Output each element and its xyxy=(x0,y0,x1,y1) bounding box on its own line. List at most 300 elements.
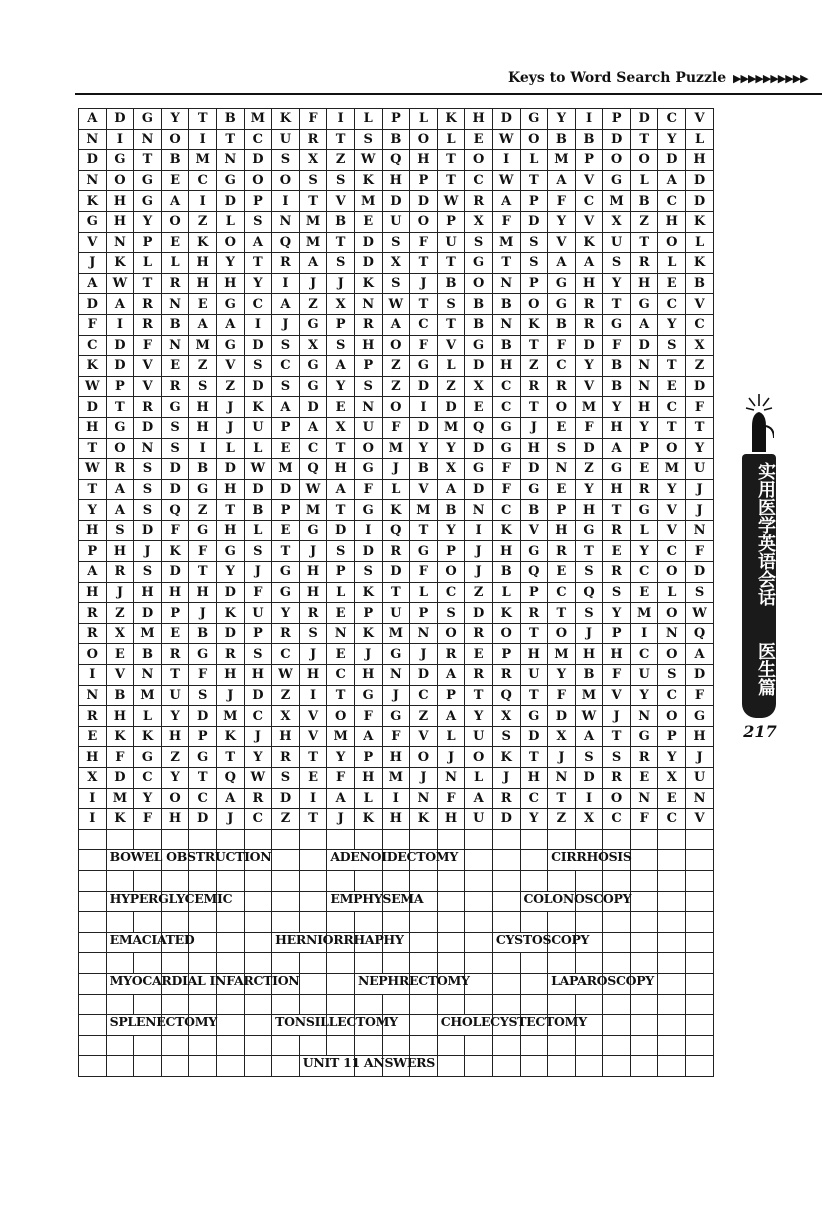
grid-cell: S xyxy=(465,232,493,253)
grid-cell: K xyxy=(354,170,382,191)
grid-cell: A xyxy=(106,479,134,500)
grid-cell: B xyxy=(189,623,217,644)
blank-cell xyxy=(658,912,686,933)
grid-cell: C xyxy=(520,788,548,809)
blank-cell xyxy=(658,1035,686,1056)
grid-cell: X xyxy=(299,150,327,171)
grid-cell: J xyxy=(354,644,382,665)
grid-cell: R xyxy=(492,665,520,686)
grid-cell: S xyxy=(658,665,686,686)
blank-cell xyxy=(575,1035,603,1056)
grid-cell: J xyxy=(410,273,438,294)
word-search-puzzle xyxy=(78,108,714,1077)
blank-cell xyxy=(216,953,244,974)
grid-cell: T xyxy=(327,129,355,150)
blank-cell xyxy=(161,953,189,974)
grid-cell: K xyxy=(79,356,107,377)
answer-word-text: UNIT 11 ANSWERS xyxy=(302,1055,435,1071)
grid-cell: A xyxy=(299,417,327,438)
grid-cell: P xyxy=(492,644,520,665)
grid-cell: D xyxy=(134,603,162,624)
blank-cell xyxy=(216,912,244,933)
grid-row xyxy=(79,417,714,438)
grid-cell: N xyxy=(410,788,438,809)
grid-cell: O xyxy=(603,150,631,171)
grid-cell: T xyxy=(161,665,189,686)
grid-cell: G xyxy=(492,417,520,438)
grid-cell: D xyxy=(520,211,548,232)
grid-cell: V xyxy=(686,294,714,315)
grid-cell: D xyxy=(548,706,576,727)
grid-cell: A xyxy=(603,438,631,459)
grid-cell: J xyxy=(465,562,493,583)
grid-cell: G xyxy=(382,644,410,665)
grid-cell: D xyxy=(465,356,493,377)
grid-cell: D xyxy=(686,191,714,212)
blank-cell xyxy=(79,994,107,1015)
grid-cell: T xyxy=(189,109,217,130)
grid-row xyxy=(79,170,714,191)
grid-cell: C xyxy=(244,706,272,727)
grid-cell: M xyxy=(134,685,162,706)
grid-cell: M xyxy=(299,500,327,521)
grid-cell: P xyxy=(437,211,465,232)
blank-cell xyxy=(299,953,327,974)
grid-cell: P xyxy=(354,356,382,377)
grid-cell: C xyxy=(244,809,272,830)
grid-cell: M xyxy=(382,768,410,789)
blank-cell xyxy=(575,994,603,1015)
grid-cell: Z xyxy=(189,356,217,377)
blank-cell xyxy=(437,891,465,912)
blank-cell xyxy=(106,1035,134,1056)
grid-cell: H xyxy=(492,356,520,377)
grid-cell: F xyxy=(575,417,603,438)
grid-cell: G xyxy=(299,520,327,541)
blank-cell xyxy=(465,850,493,871)
grid-cell: P xyxy=(603,623,631,644)
blank-cell xyxy=(106,870,134,891)
grid-cell: V xyxy=(575,211,603,232)
grid-cell: Y xyxy=(327,376,355,397)
grid-cell: A xyxy=(272,397,300,418)
grid-cell: D xyxy=(244,335,272,356)
grid-cell: H xyxy=(410,150,438,171)
answer-word xyxy=(106,890,233,912)
blank-cell xyxy=(382,1035,410,1056)
grid-cell: Z xyxy=(189,211,217,232)
grid-cell: J xyxy=(492,768,520,789)
grid-cell: D xyxy=(658,150,686,171)
grid-cell: X xyxy=(686,335,714,356)
grid-cell: H xyxy=(686,726,714,747)
grid-cell: R xyxy=(520,603,548,624)
grid-cell: K xyxy=(216,603,244,624)
grid-cell: Y xyxy=(437,520,465,541)
grid-cell: D xyxy=(79,294,107,315)
answer-word-text: HYPERGLYCEMIC xyxy=(109,890,233,906)
grid-row xyxy=(79,726,714,747)
grid-cell: H xyxy=(134,582,162,603)
grid-cell: D xyxy=(465,479,493,500)
grid-cell: G xyxy=(106,417,134,438)
grid-cell: O xyxy=(658,644,686,665)
grid-cell: C xyxy=(189,788,217,809)
blank-cell xyxy=(686,891,714,912)
answer-word-text: MYOCARDIAL INFARCTION xyxy=(109,972,300,988)
grid-cell: R xyxy=(603,768,631,789)
grid-cell: D xyxy=(161,479,189,500)
answer-word-text: CIRRHOSIS xyxy=(551,849,632,865)
grid-row xyxy=(79,685,714,706)
grid-cell: P xyxy=(354,603,382,624)
blank-cell xyxy=(410,1035,438,1056)
grid-cell: K xyxy=(106,253,134,274)
grid-cell: Z xyxy=(272,809,300,830)
grid-cell: P xyxy=(410,170,438,191)
grid-cell: G xyxy=(134,170,162,191)
grid-row xyxy=(79,520,714,541)
grid-cell: L xyxy=(437,356,465,377)
grid-cell: F xyxy=(79,314,107,335)
grid-cell: M xyxy=(410,500,438,521)
grid-cell: W xyxy=(492,129,520,150)
blank-cell xyxy=(299,850,327,871)
grid-cell: A xyxy=(216,788,244,809)
blank-cell xyxy=(272,829,300,850)
grid-row xyxy=(79,397,714,418)
grid-cell: L xyxy=(658,582,686,603)
grid-cell: B xyxy=(548,314,576,335)
grid-cell: H xyxy=(575,500,603,521)
grid-cell: T xyxy=(603,726,631,747)
blank-cell xyxy=(382,912,410,933)
grid-cell: K xyxy=(354,273,382,294)
grid-cell: Y xyxy=(548,211,576,232)
grid-cell: C xyxy=(492,397,520,418)
grid-cell: N xyxy=(216,150,244,171)
blank-cell xyxy=(327,994,355,1015)
blank-cell xyxy=(244,932,272,953)
blank-cell xyxy=(410,932,438,953)
blank-cell xyxy=(465,1056,493,1077)
grid-cell: N xyxy=(686,788,714,809)
grid-cell: E xyxy=(327,603,355,624)
grid-cell: O xyxy=(106,170,134,191)
grid-cell: N xyxy=(630,788,658,809)
grid-cell: F xyxy=(410,562,438,583)
grid-cell: B xyxy=(492,294,520,315)
grid-cell: Z xyxy=(686,356,714,377)
grid-cell: N xyxy=(630,376,658,397)
blank-cell xyxy=(603,912,631,933)
grid-cell: W xyxy=(244,459,272,480)
grid-cell: R xyxy=(272,747,300,768)
blank-cell xyxy=(658,870,686,891)
grid-cell: G xyxy=(189,747,217,768)
grid-cell: K xyxy=(354,809,382,830)
grid-row xyxy=(79,603,714,624)
grid-cell: G xyxy=(189,479,217,500)
grid-cell: U xyxy=(686,459,714,480)
grid-cell: V xyxy=(686,109,714,130)
blank-cell xyxy=(492,829,520,850)
grid-cell: A xyxy=(106,500,134,521)
grid-cell: C xyxy=(548,582,576,603)
blank-cell xyxy=(272,870,300,891)
blank-cell xyxy=(492,973,520,994)
grid-cell: S xyxy=(299,623,327,644)
grid-cell: A xyxy=(658,170,686,191)
grid-cell: H xyxy=(327,459,355,480)
grid-cell: T xyxy=(216,500,244,521)
blank-cell xyxy=(437,1056,465,1077)
grid-cell: I xyxy=(382,788,410,809)
grid-cell: F xyxy=(492,211,520,232)
grid-cell: H xyxy=(106,191,134,212)
grid-cell: G xyxy=(106,150,134,171)
blank-cell xyxy=(630,1015,658,1036)
grid-cell: F xyxy=(548,685,576,706)
grid-cell: J xyxy=(603,706,631,727)
grid-cell: T xyxy=(79,479,107,500)
blank-cell xyxy=(410,1015,438,1036)
grid-cell: R xyxy=(272,253,300,274)
grid-cell: B xyxy=(382,129,410,150)
blank-cell xyxy=(382,829,410,850)
grid-cell: W xyxy=(437,191,465,212)
grid-cell: B xyxy=(465,294,493,315)
grid-cell: O xyxy=(492,623,520,644)
grid-cell: G xyxy=(134,109,162,130)
grid-row xyxy=(79,211,714,232)
grid-cell: D xyxy=(382,191,410,212)
grid-cell: X xyxy=(79,768,107,789)
blank-cell xyxy=(437,994,465,1015)
grid-cell: E xyxy=(603,541,631,562)
grid-cell: G xyxy=(575,520,603,541)
grid-cell: M xyxy=(382,438,410,459)
grid-cell: D xyxy=(382,562,410,583)
blank-cell xyxy=(630,932,658,953)
grid-cell: O xyxy=(603,788,631,809)
grid-cell: V xyxy=(299,706,327,727)
grid-row xyxy=(79,665,714,686)
grid-cell: C xyxy=(630,562,658,583)
grid-cell: M xyxy=(575,685,603,706)
grid-cell: O xyxy=(658,562,686,583)
grid-cell: A xyxy=(216,314,244,335)
grid-cell: G xyxy=(603,170,631,191)
grid-cell: W xyxy=(106,273,134,294)
grid-cell: B xyxy=(161,150,189,171)
blank-cell xyxy=(216,870,244,891)
grid-cell: I xyxy=(410,397,438,418)
blank-cell xyxy=(244,1056,272,1077)
grid-cell: Z xyxy=(437,376,465,397)
grid-row xyxy=(79,623,714,644)
blank-cell xyxy=(299,994,327,1015)
grid-cell: K xyxy=(134,726,162,747)
grid-cell: V xyxy=(575,376,603,397)
grid-cell: O xyxy=(465,747,493,768)
grid-cell: S xyxy=(299,170,327,191)
grid-cell: D xyxy=(327,520,355,541)
grid-cell: T xyxy=(327,232,355,253)
grid-cell: I xyxy=(79,665,107,686)
grid-cell: R xyxy=(548,376,576,397)
grid-cell: A xyxy=(244,232,272,253)
grid-cell: P xyxy=(244,623,272,644)
blank-cell xyxy=(465,891,493,912)
grid-cell: D xyxy=(216,582,244,603)
grid-cell: Y xyxy=(548,665,576,686)
grid-cell: R xyxy=(548,541,576,562)
grid-cell: H xyxy=(216,520,244,541)
grid-cell: F xyxy=(603,665,631,686)
grid-cell: A xyxy=(382,314,410,335)
grid-cell: I xyxy=(244,314,272,335)
grid-cell: S xyxy=(520,253,548,274)
grid-cell: A xyxy=(686,644,714,665)
grid-cell: F xyxy=(603,335,631,356)
blank-cell xyxy=(161,912,189,933)
grid-cell: R xyxy=(134,397,162,418)
grid-cell: D xyxy=(575,768,603,789)
grid-cell: T xyxy=(520,747,548,768)
grid-cell: O xyxy=(79,644,107,665)
blank-cell xyxy=(272,912,300,933)
grid-cell: O xyxy=(437,562,465,583)
grid-cell: E xyxy=(272,438,300,459)
blank-cell xyxy=(244,953,272,974)
grid-cell: N xyxy=(658,623,686,644)
grid-cell: U xyxy=(244,603,272,624)
grid-cell: D xyxy=(106,768,134,789)
grid-cell: Q xyxy=(272,232,300,253)
grid-cell: C xyxy=(658,191,686,212)
grid-cell: U xyxy=(686,768,714,789)
grid-cell: N xyxy=(354,294,382,315)
blank-cell xyxy=(244,912,272,933)
grid-cell: C xyxy=(410,685,438,706)
grid-cell: R xyxy=(354,314,382,335)
grid-cell: C xyxy=(603,809,631,830)
blank-cell xyxy=(299,973,327,994)
grid-cell: V xyxy=(520,520,548,541)
blank-cell xyxy=(134,953,162,974)
answer-word-text: HERNIORRHAPHY xyxy=(275,931,404,947)
grid-cell: B xyxy=(603,376,631,397)
grid-cell: Y xyxy=(658,129,686,150)
grid-cell: J xyxy=(437,747,465,768)
grid-cell: T xyxy=(520,685,548,706)
grid-cell: M xyxy=(189,150,217,171)
blank-cell xyxy=(189,912,217,933)
grid-cell: P xyxy=(603,109,631,130)
grid-cell: F xyxy=(327,768,355,789)
grid-cell: N xyxy=(79,170,107,191)
grid-cell: W xyxy=(79,376,107,397)
blank-cell xyxy=(382,953,410,974)
grid-cell: Z xyxy=(272,685,300,706)
blank-cell xyxy=(630,891,658,912)
grid-cell: T xyxy=(548,788,576,809)
blank-cell xyxy=(686,912,714,933)
grid-cell: R xyxy=(106,459,134,480)
grid-cell: T xyxy=(410,520,438,541)
grid-cell: B xyxy=(548,129,576,150)
grid-cell: D xyxy=(520,726,548,747)
grid-cell: D xyxy=(686,170,714,191)
grid-cell: C xyxy=(465,170,493,191)
grid-cell: G xyxy=(299,376,327,397)
grid-cell: Y xyxy=(272,603,300,624)
grid-cell: C xyxy=(658,109,686,130)
grid-cell: N xyxy=(79,129,107,150)
blank-cell xyxy=(216,1015,244,1036)
grid-cell: D xyxy=(216,623,244,644)
blank-cell xyxy=(437,912,465,933)
blank-cell xyxy=(520,850,548,871)
header-title: Keys to Word Search Puzzle xyxy=(508,70,727,86)
grid-cell: O xyxy=(216,232,244,253)
grid-cell: R xyxy=(134,294,162,315)
grid-cell: P xyxy=(520,191,548,212)
grid-cell: J xyxy=(216,685,244,706)
grid-cell: T xyxy=(299,191,327,212)
grid-cell: B xyxy=(465,314,493,335)
grid-cell: F xyxy=(354,706,382,727)
grid-cell: N xyxy=(106,232,134,253)
blank-cell xyxy=(603,1035,631,1056)
blank-cell xyxy=(575,912,603,933)
blank-cell xyxy=(134,1035,162,1056)
grid-cell: D xyxy=(244,685,272,706)
blank-cell xyxy=(189,994,217,1015)
grid-cell: D xyxy=(106,356,134,377)
grid-cell: B xyxy=(410,459,438,480)
grid-cell: M xyxy=(382,623,410,644)
grid-cell: D xyxy=(410,417,438,438)
header-rule xyxy=(75,93,822,95)
blank-cell xyxy=(465,953,493,974)
blank-cell xyxy=(327,912,355,933)
answer-word xyxy=(437,1014,587,1036)
blank-cell xyxy=(382,870,410,891)
grid-row xyxy=(79,253,714,274)
grid-cell: P xyxy=(437,685,465,706)
grid-cell: H xyxy=(106,541,134,562)
grid-row xyxy=(79,747,714,768)
grid-cell: H xyxy=(382,809,410,830)
grid-cell: S xyxy=(134,562,162,583)
blank-cell xyxy=(272,850,300,871)
grid-cell: L xyxy=(216,438,244,459)
grid-cell: M xyxy=(492,232,520,253)
grid-cell: G xyxy=(465,459,493,480)
grid-cell: O xyxy=(382,397,410,418)
grid-cell: V xyxy=(658,500,686,521)
grid-cell: V xyxy=(134,376,162,397)
grid-cell: L xyxy=(630,520,658,541)
grid-cell: F xyxy=(548,191,576,212)
grid-cell: E xyxy=(354,211,382,232)
grid-cell: P xyxy=(161,603,189,624)
grid-cell: G xyxy=(548,294,576,315)
grid-cell: R xyxy=(161,376,189,397)
grid-cell: A xyxy=(272,294,300,315)
